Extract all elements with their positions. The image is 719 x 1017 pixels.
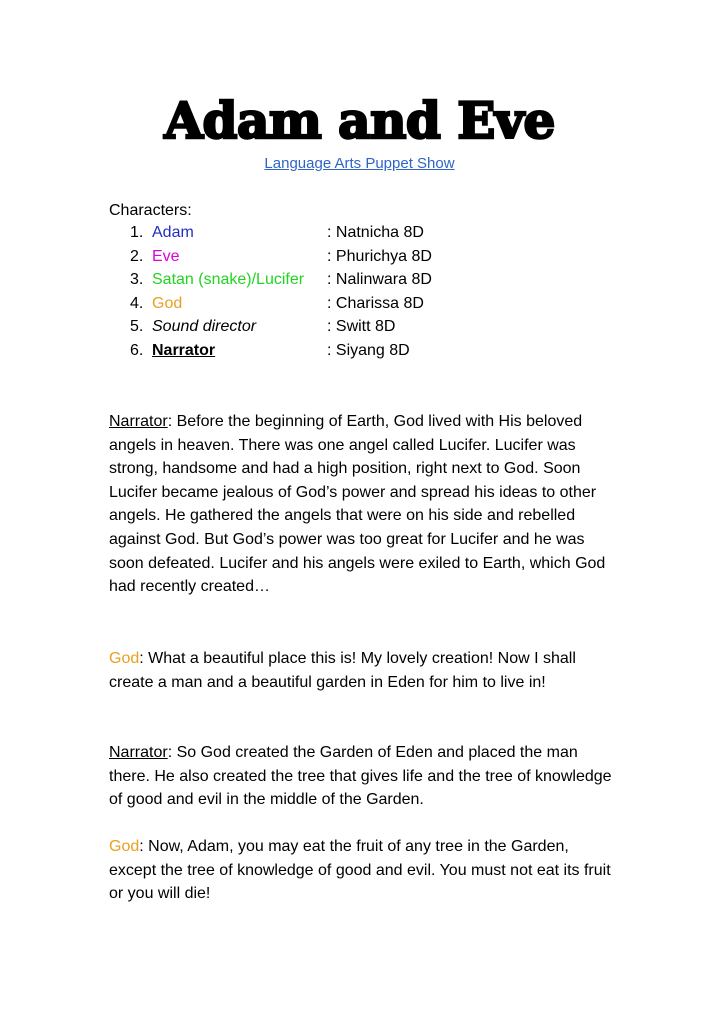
character-item [130, 340, 410, 364]
speaker-label: God [109, 650, 140, 667]
speaker-label: Narrator [109, 413, 168, 430]
speaker-label: God [109, 838, 140, 855]
character-actor: : Siyang 8D [327, 341, 410, 359]
character-item [130, 316, 396, 340]
character-role: Sound director [152, 318, 257, 336]
dialogue-text: : Now, Adam, you may eat the fruit of any tree in the Garden, except the tree of knowledge of good and evil. You must not eat its fruit or you will die! [109, 838, 611, 903]
script-paragraph [109, 835, 619, 906]
character-actor: : Nalinwara 8D [327, 271, 432, 289]
subtitle-link[interactable]: Language Arts Puppet Show [264, 155, 455, 172]
character-item [130, 246, 432, 270]
character-role: God [152, 294, 183, 312]
dialogue-text: : So God created the Garden of Eden and placed the man there. He also created the tree that gives life and the tree of knowledge of good and evil in the middle of the Garden. [109, 744, 612, 809]
script-paragraph [109, 647, 619, 694]
character-actor: : Phurichya 8D [327, 247, 432, 265]
speaker-label: Narrator [109, 744, 168, 761]
item-number: 5. [130, 318, 144, 336]
dialogue-text: : Before the beginning of Earth, God lived with His beloved angels in heaven. There was one angel called Lucifer. Lucifer was strong, handsome and had a high position, right next to God. Soon Lucifer became jealous of God’s power and spread his ideas to other angels. He gathered the angels that were on his side and rebelled against God. But God’s power was too great for Lucifer and he was soon defeated. Lucifer and his angels were exiled to Earth, which God had recently created… [109, 413, 606, 596]
characters-heading: Characters: [109, 202, 192, 219]
dialogue-text: : What a beautiful place this is! My lovely creation! Now I shall create a man and a beautiful garden in Eden for him to live in! [109, 650, 576, 691]
page-title: Adam and Eve [164, 91, 555, 150]
character-item [130, 269, 432, 293]
script-paragraph [109, 410, 619, 599]
character-actor: : Switt 8D [327, 318, 396, 336]
character-actor: : Charissa 8D [327, 294, 424, 312]
character-item [130, 222, 424, 246]
character-role: Eve [152, 247, 180, 265]
character-role: Adam [152, 224, 194, 241]
character-actor: : Natnicha 8D [327, 224, 424, 241]
character-role: Narrator [152, 341, 216, 359]
character-list [130, 222, 432, 364]
item-number: 3. [130, 271, 144, 289]
item-number: 4. [130, 294, 144, 312]
item-number: 1. [130, 224, 144, 241]
item-number: 6. [130, 341, 144, 359]
script-paragraph [109, 741, 619, 812]
character-role: Satan (snake)/Lucifer [152, 271, 305, 289]
character-item [130, 293, 424, 317]
item-number: 2. [130, 247, 144, 265]
